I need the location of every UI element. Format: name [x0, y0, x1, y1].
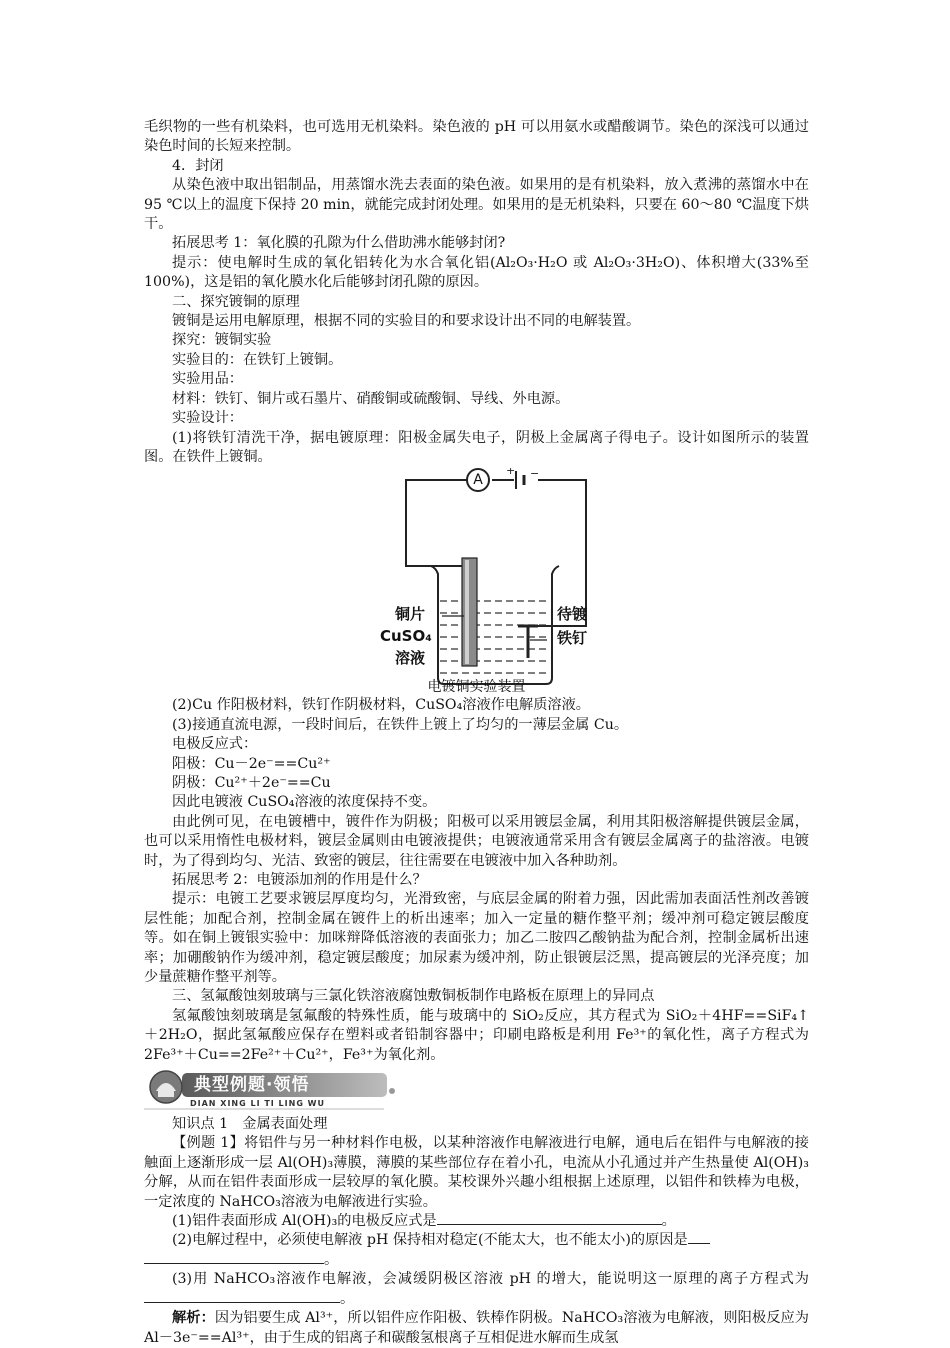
sub-question-3-text: (3)用 NaHCO₃溶液作电解液，会减缓阴极区溶液 pH 的增大，能说明这一原理的离子方程式为	[172, 1271, 809, 1288]
analysis-paragraph	[144, 1309, 809, 1348]
sub-question-1-text: (1)铝件表面形成 Al(OH)₃的电极反应式是	[172, 1213, 437, 1230]
question-heading: 拓展思考 2：电镀添加剂的作用是什么？	[172, 871, 427, 888]
paragraph: 由此例可见，在电镀槽中，镀件作为阴极；阳极可以采用镀层金属，利用其阳极溶解提供镀层金属，也可以采用惰性电极材料，镀层金属则由电镀液提供；电镀液通常采用含有镀层金属离子的盐溶液。电镀时，为了得到均匀、光洁、致密的镀层，往往需要在电镀液中加入各种助剂。	[144, 813, 809, 869]
paragraph: 提示：电镀工艺要求镀层厚度均匀，光滑致密，与底层金属的附着力强，因此需加表面活性剂改善镀层性能；加配合剂，控制金属在镀件上的析出速率；加入一定量的糖作整平剂；缓冲剂可稳定镀层酸度等。如在铜上镀银实验中：加咪辩降低溶液的表面张力；加乙二胺四乙酸钠盐为配合剂，控制金属析出速率；加硼酸钠作为缓冲剂，稳定镀层酸度；加尿素为缓冲剂，防止银镀层泛黑，提高镀层的光泽亮度；加少量蔗糖作整平剂等。	[144, 891, 809, 985]
paragraph: 实验用品：	[172, 371, 243, 388]
paragraph: (2)Cu 作阳极材料，铁钉作阴极材料，CuSO₄溶液作电解质溶液。	[172, 697, 590, 714]
label-iron-nail: 铁钉	[557, 629, 588, 648]
page-content	[144, 118, 809, 1348]
paragraph: 镀铜是运用电解原理，根据不同的实验目的和要求设计出不同的电解装置。	[172, 313, 641, 330]
equation-anode: 阳极：Cu－2e⁻==Cu²⁺	[172, 755, 331, 772]
sub-question-1-period: 。	[661, 1213, 676, 1230]
paragraph: (3)接通直流电源，一段时间后，在铁件上镀上了均匀的一薄层金属 Cu。	[172, 716, 629, 733]
paragraph: 从染色液中取出铝制品，用蒸馏水洗去表面的染色液。如果用的是有机染料，放入煮沸的蒸馏水中在 95 ℃以上的温度下保持 20 min，就能完成封闭处理。如果用的是无机染料，只要在 60～80 ℃温度下烘干。	[144, 177, 809, 233]
answer-blank-2b[interactable]	[144, 1251, 324, 1264]
electroplating-apparatus-diagram	[144, 468, 809, 696]
equation-cathode: 阴极：Cu²⁺＋2e⁻==Cu	[172, 774, 331, 791]
figure-caption: 电镀铜实验装置	[427, 679, 526, 696]
ammeter-label: A	[473, 472, 483, 489]
label-copper-plate: 铜片	[395, 605, 426, 624]
label-solution: 溶液	[395, 649, 426, 668]
label-to-plate: 待镀	[557, 605, 588, 624]
svg-text:−: −	[530, 468, 540, 481]
section-heading: 二、探究镀铜的原理	[172, 293, 300, 310]
sub-question-2	[144, 1231, 809, 1250]
banner-pinyin: DIAN XING LI TI LING WU	[190, 1099, 325, 1109]
section-heading: 三、氢氟酸蚀刻玻璃与三氯化铁溶液腐蚀敷铜板制作电路板在原理上的异同点	[172, 988, 655, 1005]
paragraph: 实验设计：	[172, 410, 243, 427]
label-cuso4: CuSO₄	[380, 627, 432, 646]
answer-blank-1[interactable]	[437, 1212, 662, 1225]
knowledge-point-heading: 知识点 1 金属表面处理	[172, 1116, 328, 1133]
analysis-text: 因为铝要生成 Al³⁺，所以铝件应作阳极、铁棒作阴极。NaHCO₃溶液为电解液，则阳极反应为 Al－3e⁻==Al³⁺，由于生成的铝离子和碳酸氢根离子互相促进水解而生成氢	[144, 1310, 809, 1346]
question-heading: 拓展思考 1：氧化膜的孔隙为什么借助沸水能够封闭?	[172, 235, 506, 252]
sub-question-2-text: (2)电解过程中，必须使电解液 pH 保持相对稳定(不能太大，也不能太小)的原因是	[172, 1232, 688, 1249]
analysis-label: 解析：	[172, 1310, 215, 1327]
paragraph: 电极反应式：	[172, 736, 258, 753]
sub-question-2-period: 。	[324, 1251, 339, 1268]
sub-question-2-continuation	[144, 1251, 809, 1270]
paragraph: 探究：镀铜实验	[172, 332, 272, 349]
paragraph: 氢氟酸蚀刻玻璃是氢氟酸的特殊性质，能与玻璃中的 SiO₂反应，其方程式为 SiO₂＋4HF==SiF₄↑＋2H₂O，据此氢氟酸应保存在塑料或者铅制容器中；印刷电路板是利用 Fe³⁺的氧化性，离子方程式为 2Fe³⁺＋Cu==2Fe²⁺＋Cu²⁺，Fe³⁺为氧化剂。	[144, 1007, 809, 1063]
section-banner	[144, 1069, 809, 1113]
example-question: 【例题 1】将铝件与另一种材料作电极，以某种溶液作电解液进行电解，通电后在铝件与电解液的接触面上逐渐形成一层 Al(OH)₃薄膜，薄膜的某些部位存在着小孔，电流从小孔通过并产生热量使 Al(OH)₃分解，从而在铝件表面形成一层较厚的氧化膜。某校课外兴趣小组根据上述原理，以铝件和铁棒为电极，一定浓度的 NaHCO₃溶液为电解液进行实验。	[144, 1135, 809, 1210]
answer-blank-2a[interactable]	[688, 1231, 710, 1244]
section-heading: 4．封闭	[172, 157, 224, 174]
sub-question-3-period: 。	[340, 1290, 355, 1307]
paragraph: (1)将铁钉清洗干净，据电镀原理：阳极金属失电子，阴极上金属离子得电子。设计如图所示的装置图。在铁件上镀铜。	[144, 429, 809, 465]
banner-title: 典型例题·领悟	[194, 1075, 310, 1096]
paragraph: 提示：使电解时生成的氧化铝转化为水合氧化铝(Al₂O₃·H₂O 或 Al₂O₃·3H₂O)、体积增大(33%至 100%)，这是铝的氧化膜水化后能够封闭孔隙的原因。	[144, 254, 809, 291]
answer-blank-3[interactable]	[144, 1290, 340, 1303]
electroplating-figure	[144, 468, 809, 696]
sub-question-1	[144, 1212, 809, 1231]
paragraph: 材料：铁钉、铜片或石墨片、硝酸铜或硫酸铜、导线、外电源。	[172, 390, 570, 407]
paragraph: 因此电镀液 CuSO₄溶液的浓度保持不变。	[172, 794, 437, 811]
svg-text:+: +	[506, 468, 516, 478]
paragraph: 实验目的：在铁钉上镀铜。	[172, 351, 343, 368]
paragraph: 毛织物的一些有机染料，也可选用无机染料。染色液的 pH 可以用氨水或醋酸调节。染色的深浅可以通过染色时间的长短来控制。	[144, 119, 809, 155]
sub-question-3	[144, 1270, 809, 1309]
